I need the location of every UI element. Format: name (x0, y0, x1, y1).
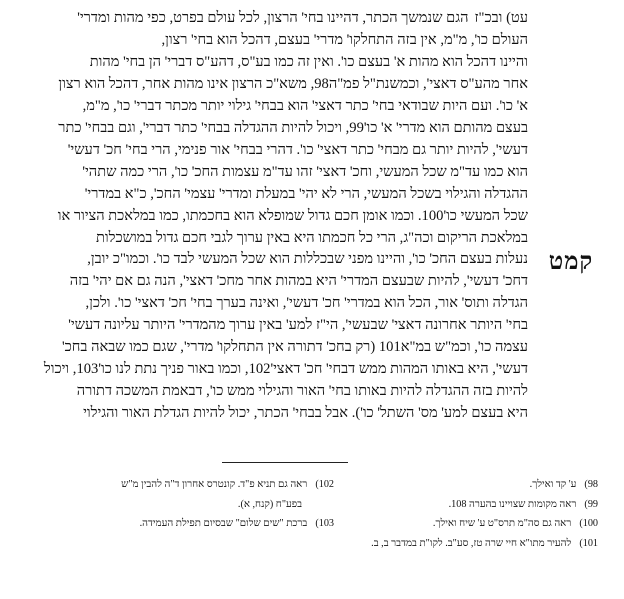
footnote-number: 98) (584, 479, 598, 490)
text-line-content: דחכ' דעשי', להיות שבעצם המדרי' היא במהות אחר מחכ' דאצי', הנה גם אם יהי' בזה (69, 273, 528, 290)
text-line (40, 381, 528, 403)
text-line-content: אחר מהע"ס דאצי', וכמשנת"ל פמ"ה98, משא"כ הרצון אינו מהות אחר, דהכל הוא רצון (58, 75, 528, 92)
footnote-number: 101) (579, 537, 598, 549)
text-line-content: בעצם מהותם הוא מדרי' א' כו'99, ויכול להיות ההגדלה בבחי' כתר דברי', וגם בבחי' כתר (58, 119, 528, 136)
text-line (40, 8, 528, 30)
text-line-content: עצמה כו', וכמ"ש במ"א101 (רק בחכ' דתורה אין התחלקו' מדרי', שגם כמו שבאה בחכ' (61, 339, 528, 356)
text-line (40, 403, 528, 425)
footnote (364, 495, 598, 515)
header-lead: עט) (506, 10, 528, 26)
text-line-content: והיינו דהכל הוא מהות א' בעצם כו'. ואין זה כמו בע"ס, דהע"ס דברי' הן בחי' מהות (89, 53, 528, 70)
text-line-content: א' כו'. ועם היות שבודאי בחי' כתר דאצי' הוא בבחי' גילוי יותר מכתר דברי' כו', מ"מ, (82, 97, 528, 114)
footnote-text: ע' קד ואילך. (529, 479, 577, 490)
text-line-content: במלאכת הריקום וכה"ג, הרי כל חכמתו היא באין ערוך לגבי חכם גדול במושכלות (96, 229, 528, 246)
text-line-content: דעשי', היא באותו המהות ממש דבחי' חכ' דאצי'102, וכמו באור פניך נתת לנו כו'103, ויכול (43, 361, 528, 378)
header-word: ובכ"ז (474, 10, 503, 26)
text-line-content: להיות בזה ההגדלה להיות באותו בחי' האור והגילוי ממש כו', דבאמת המשכה דתורה (76, 383, 528, 400)
text-line (40, 337, 528, 359)
footnote-number: 99) (584, 498, 598, 510)
footnote-number: 102) (315, 479, 334, 490)
footnote-text: בפע"ח (קנח, א). (237, 498, 302, 510)
text-line (40, 249, 528, 271)
footnotes-left-column (44, 475, 334, 534)
text-line-content: שכל המעשי כו'100. וכמו אומן חכם גדול שמופלא הוא בחכמתו, כמו במלאכת הציור או (57, 207, 528, 224)
footnote-text: ראה מקומות שצויינו בהערה 108. (448, 498, 577, 510)
footnote-text: להעיר מתו"א חיי שרה טז, סע"ב. לקו"ת במדבר ב, ב. (371, 537, 572, 549)
footnote (364, 475, 598, 495)
footnote (44, 514, 334, 534)
text-line-content: דעשי', להיות יותר גם מבחי' כתר דאצי' כו'. דהרי בבחי' אור פנימי, הרי בחי' חכ' דעשי' (67, 141, 528, 158)
text-line-content: הגם שנמשך הכתר, דהיינו בחי' הרצון, לכל עולם בפרט, כפי מהות ומדרי' (77, 10, 469, 26)
footnote-text: ברכת "שים שלום" שבסיום תפילת העמידה. (139, 518, 308, 529)
footnote (364, 534, 598, 554)
text-line (40, 293, 528, 315)
text-line (40, 52, 528, 74)
text-line-content: ההגדלה והגילוי בשכל המעשי, הרי לא יהי' במעלת ומדרי' עצמי' החכ', כ"א במדרי' (84, 185, 528, 202)
text-line (40, 228, 528, 250)
text-line (40, 118, 528, 140)
text-line-content: הוא כמו עד"מ שכל המעשי, וחכ' דאצי' זהו עד"מ עצמות החכ' כו', הרי כמה שתהי' (82, 163, 528, 180)
text-line-content: העולם כו', מ"מ, אין בזה התחלקו' מדרי' בעצם, דהכל הוא בחי' רצון, (161, 31, 528, 48)
footnote (44, 495, 334, 515)
footnote (44, 475, 334, 495)
text-line (40, 359, 528, 381)
footnote-number: 103) (315, 518, 334, 529)
text-line (40, 30, 528, 52)
text-line (40, 206, 528, 228)
text-line (40, 184, 528, 206)
text-line-content: נעלות בעצם החכ' כו', והיינו מפני שבכללות הוא שכל המעשי לבד כו'. וכמו"כ יובן, (87, 251, 528, 268)
footnote (364, 514, 598, 534)
text-line (40, 96, 528, 118)
text-line (40, 74, 528, 96)
text-line-content: הגדלה ותוס' אור, הכל הוא במדרי' חכ' דעשי', ואינה בערך בחי' חכ' דאצי' כו'. ולכן, (85, 295, 528, 312)
text-line-content: בחי' היותר אחרונה דאצי' שבעשי', הי"ז למע' באין ערוך מהמדרי' היותר עליונה דעשי' (68, 317, 528, 334)
section-label: קמט (548, 249, 594, 275)
footnote-number: 100) (579, 518, 598, 529)
main-text-block (40, 8, 528, 425)
footnotes-right-column (364, 475, 598, 553)
text-line-content: היא בעצם למע' מס' השתל' כו'). אבל בבחי' הכתר, יכול להיות הגדלת האור והגילוי (83, 405, 528, 422)
footnote-text: ראה גם תניא פ"ד. קונטרס אחרון ד"ה להבין מ"ש (121, 479, 308, 490)
text-line (40, 271, 528, 293)
text-line (40, 140, 528, 162)
footnote-text: ראה גם סה"מ תרס"ט ע' שיח ואילך. (432, 518, 572, 529)
footnote-separator (222, 462, 348, 463)
text-line (40, 162, 528, 184)
text-line (40, 315, 528, 337)
